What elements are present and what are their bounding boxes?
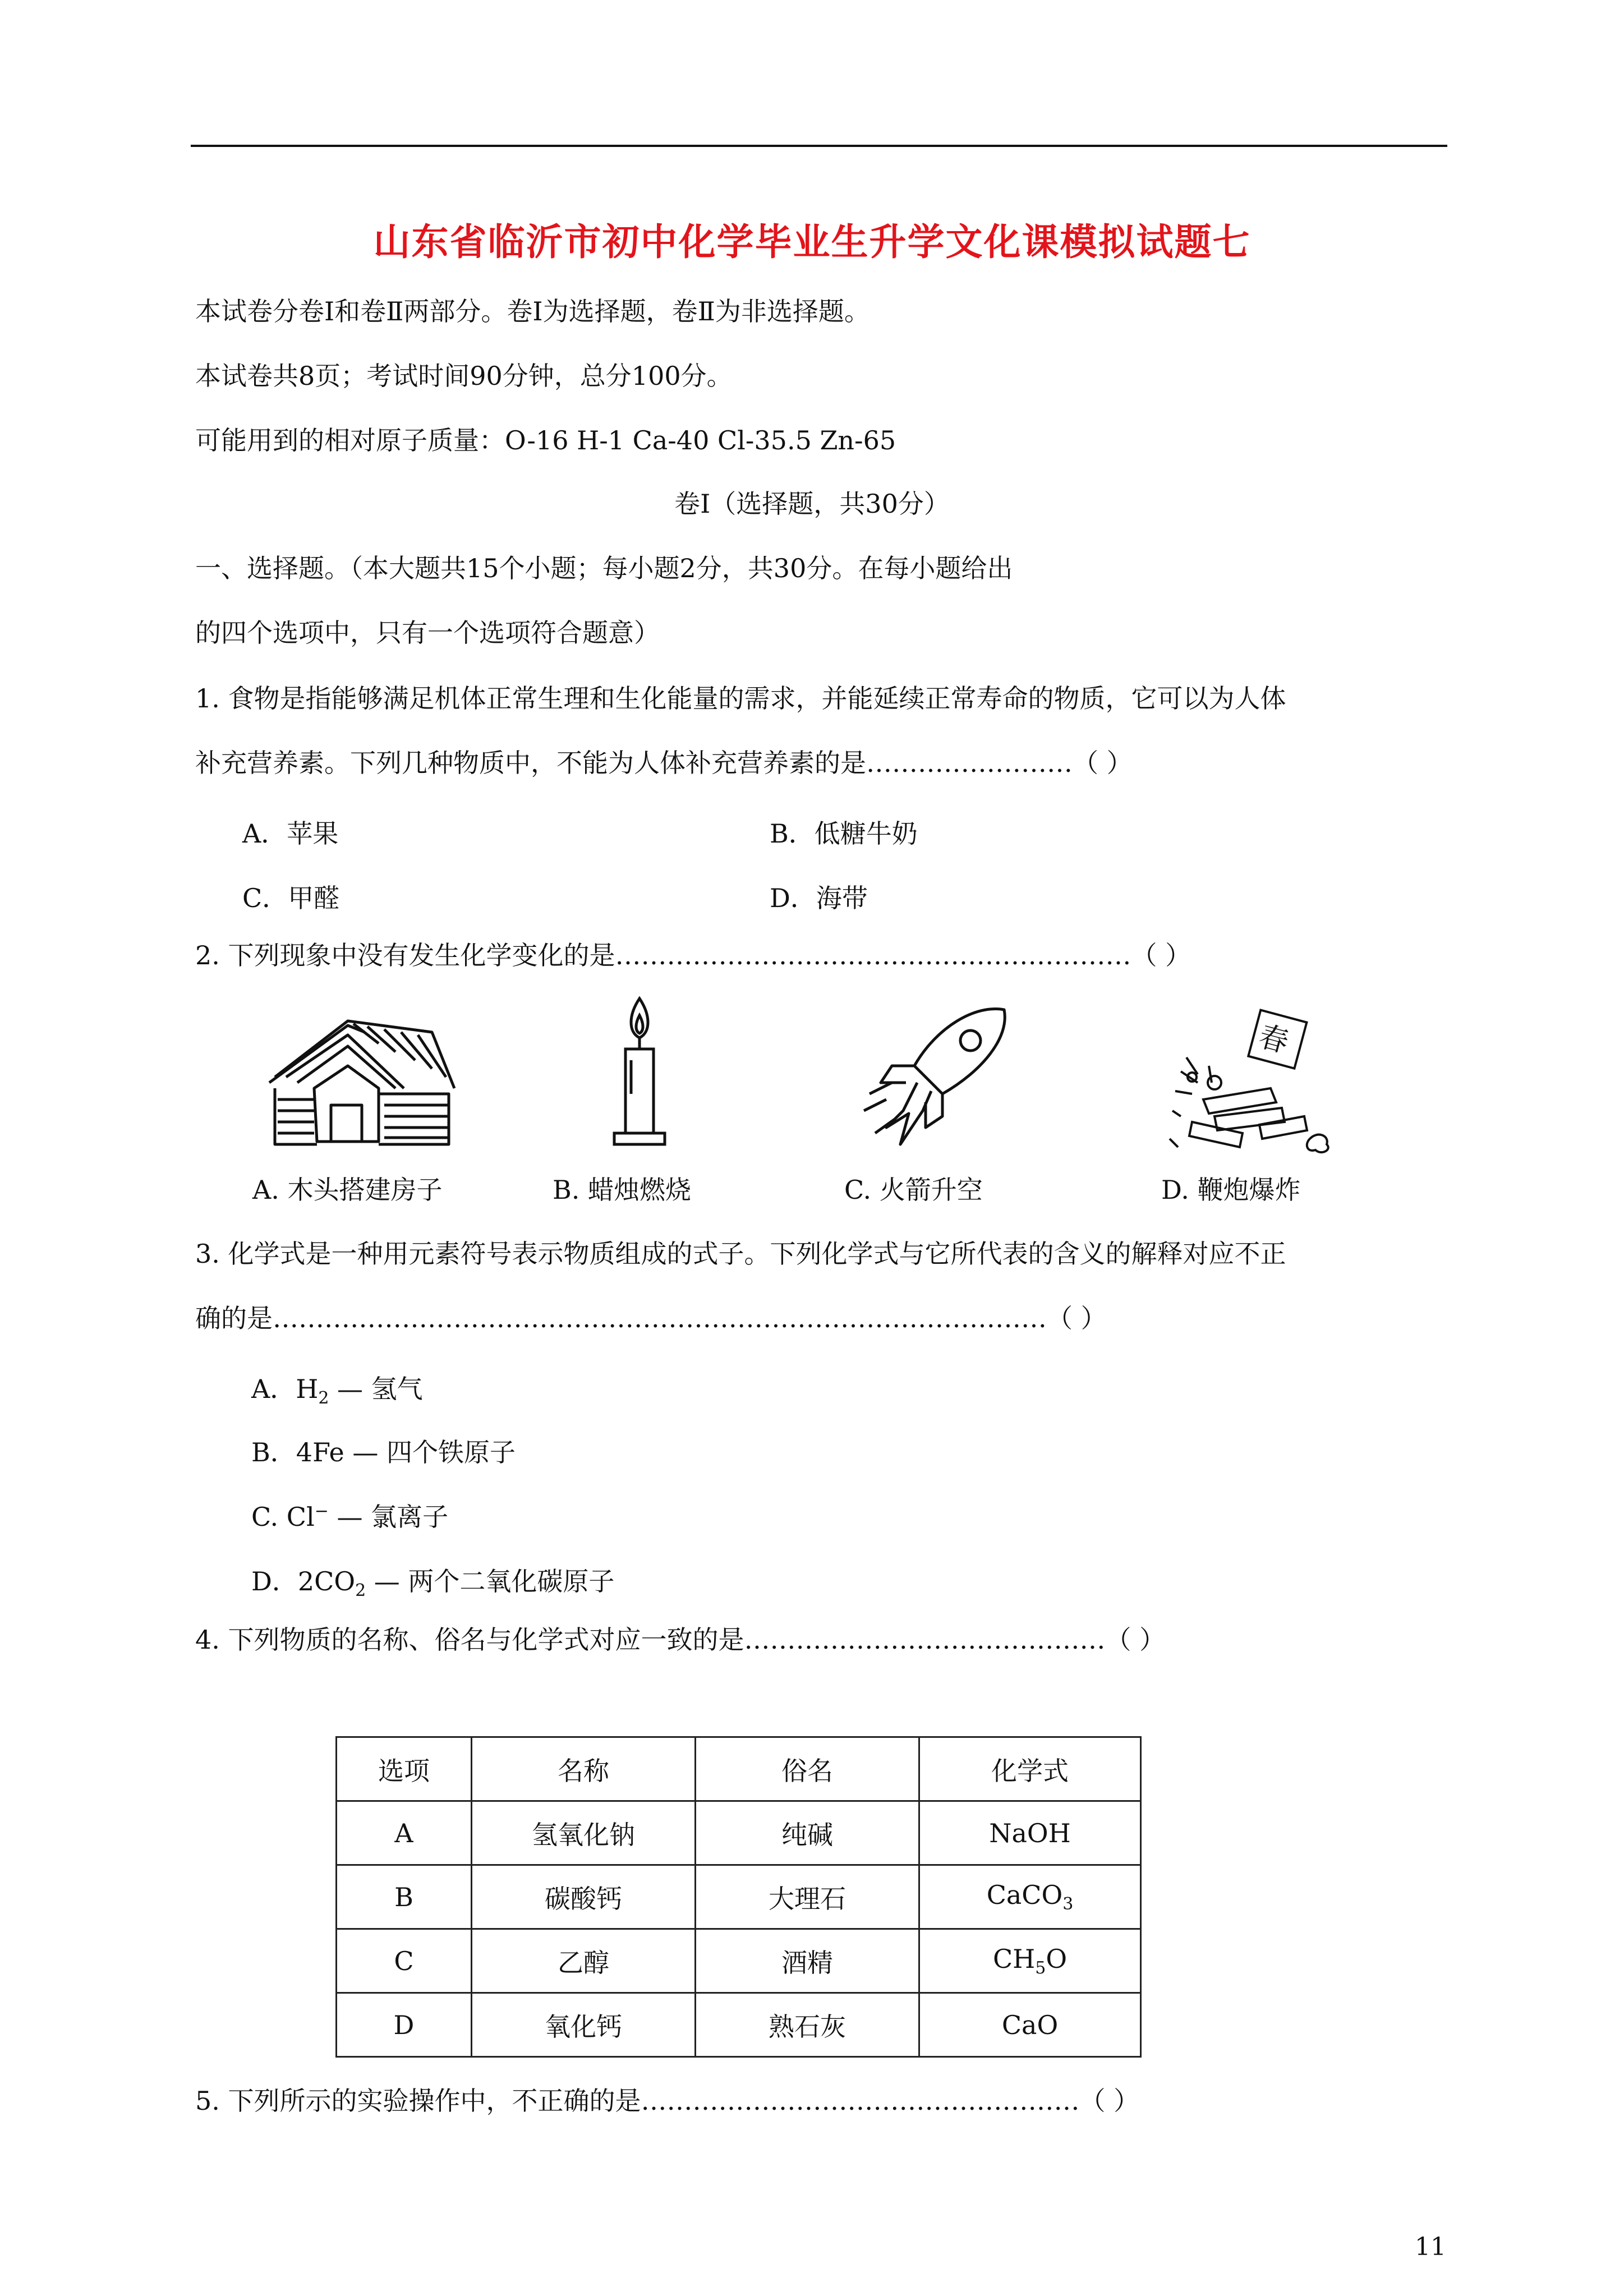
table-header-cell: 化学式: [919, 1737, 1141, 1801]
section-header: 卷Ⅰ（选择题，共30分）: [674, 489, 950, 519]
page-number: 11: [1415, 2233, 1446, 2261]
candle-illustration: [606, 993, 673, 1156]
page-title: 山东省临沂市初中化学毕业生升学文化课模拟试题七: [373, 220, 1251, 264]
table-cell: 酒精: [696, 1929, 919, 1993]
q2-caption-b: B. 蜡烛燃烧: [553, 1175, 692, 1205]
table-cell: D: [337, 1993, 472, 2057]
q2-caption-d: D. 鞭炮爆炸: [1161, 1175, 1301, 1205]
q3-stem-line-1: 3. 化学式是一种用元素符号表示物质组成的式子。下列化学式与它所代表的含义的解释对应不正: [195, 1239, 1286, 1269]
table-cell: C: [337, 1929, 472, 1993]
table-header-row: [337, 1737, 1141, 1801]
table-row: [337, 1993, 1141, 2057]
q3-stem-line-2: 确的是………………………………………………………………………………（ ）: [195, 1303, 1107, 1333]
table-cell: 纯碱: [696, 1801, 919, 1865]
intro-line-1: 本试卷分卷Ⅰ和卷Ⅱ两部分。卷Ⅰ为选择题，卷Ⅱ为非选择题。: [195, 296, 870, 326]
table-cell-formula: $CH_5O$: [919, 1929, 1141, 1993]
intro-line-3: 可能用到的相对原子质量：O-16 H-1 Ca-40 Cl-35.5 Zn-65: [195, 425, 896, 455]
table-cell: 氧化钙: [472, 1993, 696, 2057]
q1-stem-line-1: 1. 食物是指能够满足机体正常生理和生化能量的需求，并能延续正常寿命的物质，它可以为人体: [195, 683, 1286, 714]
q1-option-d: D．海带: [770, 883, 868, 913]
table-cell: 氢氧化钠: [472, 1801, 696, 1865]
q3-option-b: B．4Fe — 四个铁原子: [251, 1437, 516, 1467]
rocket-illustration: [853, 999, 1021, 1161]
q2-stem: 2. 下列现象中没有发生化学变化的是……………………………………………………（ ）: [195, 940, 1191, 970]
q4-stem: 4. 下列物质的名称、俗名与化学式对应一致的是……………………………………（ ）: [195, 1625, 1166, 1655]
table-cell: CaO: [919, 1993, 1141, 2057]
q2-caption-a: A. 木头搭建房子: [252, 1175, 443, 1205]
section-instruction-2: 的四个选项中，只有一个选项符合题意）: [195, 618, 660, 648]
q3-option-c: C. Cl− — 氯离子: [251, 1501, 449, 1532]
top-rule: [191, 145, 1447, 147]
firecrackers-illustration: [1158, 1004, 1349, 1161]
section-instruction-1: 一、选择题。（本大题共15个小题；每小题2分，共30分。在每小题给出: [195, 553, 1013, 583]
q4-table: [335, 1736, 1142, 2058]
table-header-cell: 俗名: [696, 1737, 919, 1801]
q1-option-b: B．低糖牛奶: [770, 818, 918, 849]
q2-caption-c: C. 火箭升空: [844, 1175, 983, 1205]
table-row: [337, 1929, 1141, 1993]
q5-stem: 5. 下列所示的实验操作中，不正确的是……………………………………………（ ）: [195, 2086, 1140, 2116]
q3-option-a: A．$H_2$ — 氢气: [251, 1374, 423, 1409]
table-cell-formula: CaCO$_3$: [919, 1865, 1141, 1929]
q1-option-a: A．苹果: [242, 818, 339, 849]
table-cell: 乙醇: [472, 1929, 696, 1993]
intro-line-2: 本试卷共8页；考试时间90分钟，总分100分。: [195, 361, 733, 391]
table-header-cell: 选项: [337, 1737, 472, 1801]
table-header-cell: 名称: [472, 1737, 696, 1801]
table-cell: 熟石灰: [696, 1993, 919, 2057]
svg-text:春: 春: [1255, 1019, 1292, 1060]
table-cell: 碳酸钙: [472, 1865, 696, 1929]
table-row: [337, 1865, 1141, 1929]
table-row: [337, 1801, 1141, 1865]
log-house-illustration: [264, 1010, 466, 1156]
q1-stem-line-2: 补充营养素。下列几种物质中，不能为人体补充营养素的是……………………（ ）: [195, 748, 1133, 778]
table-cell: 大理石: [696, 1865, 919, 1929]
q1-option-c: C．甲醛: [242, 883, 340, 913]
table-cell: A: [337, 1801, 472, 1865]
table-cell: B: [337, 1865, 472, 1929]
q3-option-d: D．$2CO_2$ — 两个二氧化碳原子: [251, 1566, 615, 1601]
table-cell: NaOH: [919, 1801, 1141, 1865]
